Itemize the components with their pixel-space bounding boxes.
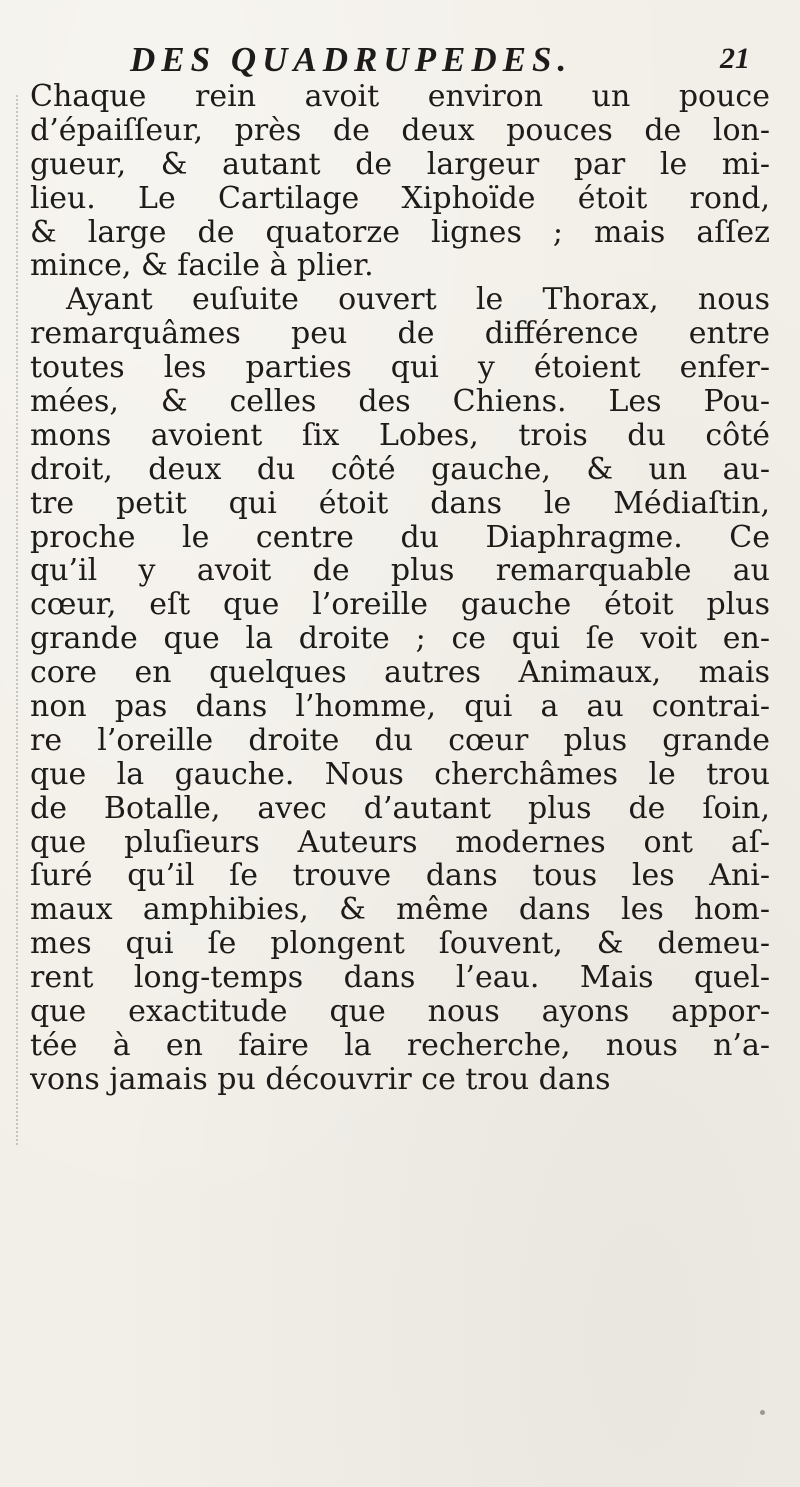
text-line: tre petit qui étoit dans le Médiaſtin, <box>30 485 770 521</box>
text-line: Chaque rein avoit environ un pouce <box>30 79 770 114</box>
text-line: mées, & celles des Chiens. Les Pou- <box>30 384 770 420</box>
gutter-shadow <box>16 95 22 1145</box>
text-line: cœur, eſt que l’oreille gauche étoit plus <box>30 587 770 623</box>
text-line: toutes les parties qui y étoient enfer- <box>30 350 770 386</box>
text-line: Ayant euſuite ouvert le Thorax, nous <box>66 282 770 318</box>
running-head: DES QUADRUPEDES. <box>130 40 573 79</box>
text-line: de Botalle, avec d’autant plus de ſoin, <box>30 790 770 826</box>
text-line: gueur, & autant de largeur par le mi- <box>30 146 770 182</box>
text-line: vons jamais pu découvrir ce trou dans <box>30 1061 611 1097</box>
text-line: mince, & facile à plier. <box>30 248 374 284</box>
text-line: mons avoient ſix Lobes, trois du côté <box>30 417 770 453</box>
text-line: que exactitude que nous ayons appor- <box>30 994 770 1030</box>
text-line: rent long-temps dans l’eau. Mais quel- <box>30 960 770 996</box>
text-line: d’épaiſſeur, près de deux pouces de lon- <box>30 112 770 148</box>
text-line: & large de quatorze lignes ; mais aſſez <box>30 214 770 250</box>
text-line: proche le centre du Diaphragme. Ce <box>30 519 770 555</box>
text-line: ſuré qu’il ſe trouve dans tous les Ani- <box>30 858 770 894</box>
text-line: lieu. Le Cartilage Xiphoïde étoit rond, <box>30 180 770 216</box>
text-line: maux amphibies, & même dans les hom- <box>30 892 770 928</box>
page-number: 21 <box>720 42 750 75</box>
text-line: tée à en faire la recherche, nous n’a- <box>30 1027 770 1063</box>
text-line: mes qui ſe plongent ſouvent, & demeu- <box>30 926 770 962</box>
text-line: re l’oreille droite du cœur plus grande <box>30 722 770 758</box>
text-line: que la gauche. Nous cherchâmes le trou <box>30 756 770 792</box>
text-line: remarquâmes peu de différence entre <box>30 316 770 352</box>
text-line: core en quelques autres Animaux, mais <box>30 655 770 691</box>
text-line: non pas dans l’homme, qui a au contrai- <box>30 689 770 725</box>
text-line: qu’il y avoit de plus remarquable au <box>30 553 770 589</box>
body-text <box>30 80 770 1097</box>
text-line: grande que la droite ; ce qui ſe voit en- <box>30 621 770 657</box>
paper-speck <box>760 1410 765 1415</box>
text-line: droit, deux du côté gauche, & un au- <box>30 451 770 487</box>
text-line: que pluſieurs Auteurs modernes ont aſ- <box>30 824 770 860</box>
